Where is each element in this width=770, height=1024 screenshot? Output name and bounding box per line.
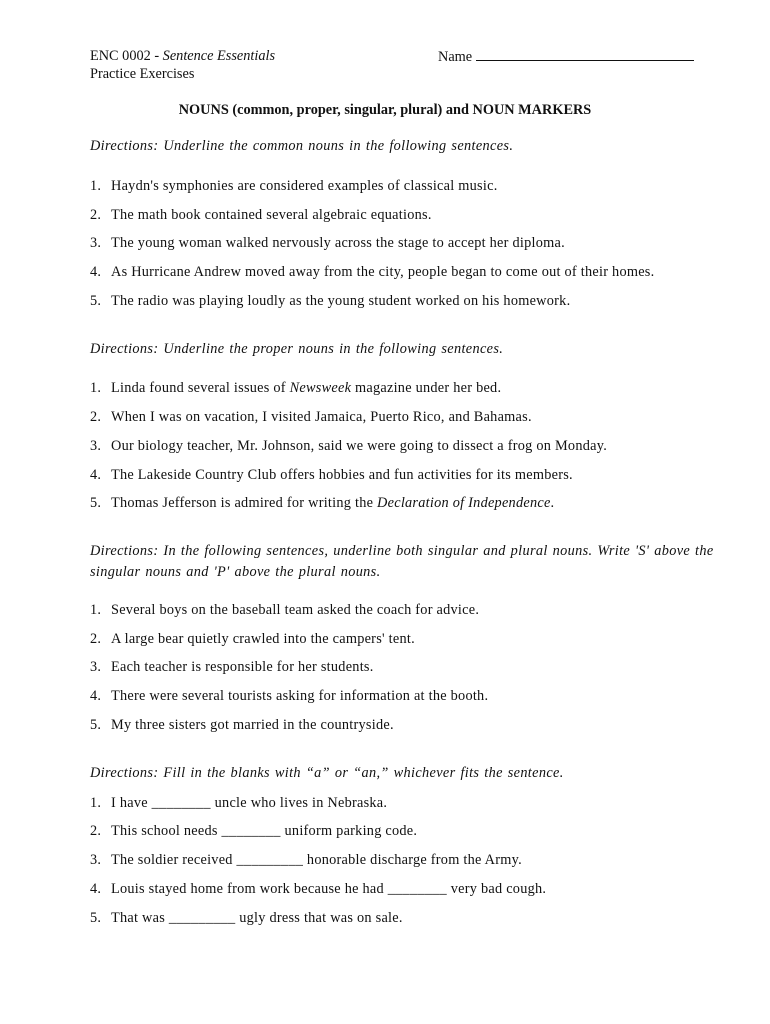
directions-proper-nouns: Directions: Underline the proper nouns in the following sentences. bbox=[90, 341, 504, 357]
item-number: 5. bbox=[90, 717, 102, 733]
item-text: I have ________ uncle who lives in Nebraska. bbox=[111, 795, 388, 811]
list-item bbox=[90, 687, 488, 705]
item-text: A large bear quietly crawled into the campers' tent. bbox=[111, 631, 415, 647]
list-item bbox=[90, 379, 501, 397]
list-item bbox=[90, 822, 417, 840]
course-code: ENC 0002 - bbox=[90, 48, 163, 64]
list-item bbox=[90, 206, 432, 224]
directions-common-nouns: Directions: Underline the common nouns in the following sentences. bbox=[90, 138, 514, 154]
item-number: 3. bbox=[90, 235, 102, 251]
item-text: Our biology teacher, Mr. Johnson, said we were going to dissect a frog on Monday. bbox=[111, 438, 608, 454]
list-item bbox=[90, 234, 565, 252]
list-item bbox=[90, 851, 522, 869]
item-text: When I was on vacation, I visited Jamaica, Puerto Rico, and Bahamas. bbox=[111, 409, 532, 425]
list-item bbox=[90, 466, 573, 484]
list-item bbox=[90, 601, 479, 619]
name-field bbox=[438, 47, 694, 66]
item-text: Several boys on the baseball team asked the coach for advice. bbox=[111, 602, 480, 618]
list-item bbox=[90, 292, 570, 310]
item-text-pre: Linda found several issues of bbox=[111, 380, 290, 396]
list-item bbox=[90, 658, 374, 676]
item-text: My three sisters got married in the countryside. bbox=[111, 717, 394, 733]
item-number: 1. bbox=[90, 795, 102, 811]
item-number: 2. bbox=[90, 631, 102, 647]
course-header bbox=[90, 47, 275, 65]
name-blank-line bbox=[476, 47, 694, 61]
list-item bbox=[90, 263, 654, 281]
item-text: Louis stayed home from work because he had ________ very bad cough. bbox=[111, 881, 547, 897]
list-item bbox=[90, 494, 554, 512]
list-item bbox=[90, 630, 415, 648]
item-number: 5. bbox=[90, 910, 102, 926]
directions-a-an: Directions: Fill in the blanks with “a” or “an,” whichever fits the sentence. bbox=[90, 765, 564, 781]
item-text: The soldier received _________ honorable discharge from the Army. bbox=[111, 852, 522, 868]
item-text: This school needs ________ uniform parking code. bbox=[111, 823, 418, 839]
item-number: 2. bbox=[90, 823, 102, 839]
item-number: 5. bbox=[90, 495, 102, 511]
item-text: There were several tourists asking for information at the booth. bbox=[111, 688, 489, 704]
item-number: 1. bbox=[90, 380, 102, 396]
item-text-post: magazine under her bed. bbox=[351, 380, 502, 396]
item-number: 4. bbox=[90, 467, 102, 483]
item-text: The radio was playing loudly as the young student worked on his homework. bbox=[111, 293, 571, 309]
item-text: The young woman walked nervously across the stage to accept her diploma. bbox=[111, 235, 565, 251]
item-number: 2. bbox=[90, 207, 102, 223]
list-item bbox=[90, 177, 498, 195]
worksheet-title: NOUNS (common, proper, singular, plural) and NOUN MARKERS bbox=[178, 102, 592, 118]
item-text-italic: Newsweek bbox=[289, 380, 352, 396]
item-number: 1. bbox=[90, 602, 102, 618]
item-number: 4. bbox=[90, 881, 102, 897]
list-item bbox=[90, 437, 607, 455]
item-number: 2. bbox=[90, 409, 102, 425]
item-text: The Lakeside Country Club offers hobbies and fun activities for its members. bbox=[111, 467, 573, 483]
list-item bbox=[90, 794, 387, 812]
list-item bbox=[90, 716, 394, 734]
item-number: 3. bbox=[90, 438, 102, 454]
course-subtitle: Sentence Essentials bbox=[162, 48, 276, 64]
item-number: 1. bbox=[90, 178, 102, 194]
item-text-post: . bbox=[550, 495, 555, 511]
item-text: The math book contained several algebraic equations. bbox=[111, 207, 432, 223]
item-number: 3. bbox=[90, 659, 102, 675]
item-number: 4. bbox=[90, 688, 102, 704]
item-number: 4. bbox=[90, 264, 102, 280]
directions-singular-plural: Directions: In the following sentences, underline both singular and plural nouns. Write 'S' above the singular nouns and 'P' above the plural nouns. bbox=[90, 543, 714, 580]
item-text: Haydn's symphonies are considered examples of classical music. bbox=[111, 178, 498, 194]
item-text: That was _________ ugly dress that was on sale. bbox=[111, 910, 403, 926]
practice-label: Practice Exercises bbox=[90, 66, 195, 82]
item-text-pre: Thomas Jefferson is admired for writing the bbox=[111, 495, 378, 511]
item-number: 5. bbox=[90, 293, 102, 309]
item-text: As Hurricane Andrew moved away from the city, people began to come out of their homes. bbox=[111, 264, 655, 280]
list-item bbox=[90, 909, 403, 927]
name-label: Name bbox=[438, 49, 473, 65]
item-text: Each teacher is responsible for her students. bbox=[111, 659, 374, 675]
list-item bbox=[90, 408, 532, 426]
item-number: 3. bbox=[90, 852, 102, 868]
list-item bbox=[90, 880, 546, 898]
item-text-italic: Declaration of Independence bbox=[377, 495, 551, 511]
